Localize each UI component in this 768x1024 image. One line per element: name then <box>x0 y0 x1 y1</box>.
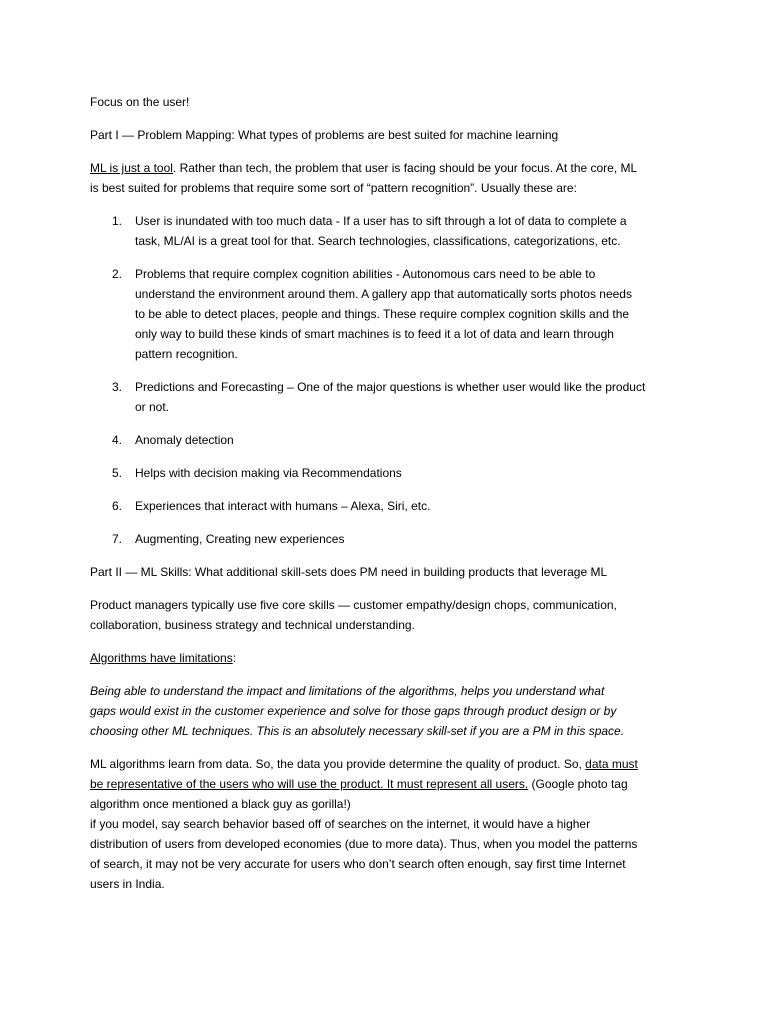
limitations-heading <box>90 648 680 668</box>
list-item <box>90 529 680 549</box>
data-must-underlined: data must <box>585 757 638 771</box>
data-line-1a: ML algorithms learn from data. So, the data you provide determine the quality of product. So, <box>90 757 586 771</box>
list-number: 6. <box>112 499 123 513</box>
data-line-6: of search, it may not be very accurate for users who don’t search often enough, say first time Internet <box>90 857 626 871</box>
part2-title-text: Part II — ML Skills: What additional skill-sets does PM need in building products that leverage ML <box>90 565 608 579</box>
list-line: pattern recognition. <box>135 347 238 361</box>
list-item <box>90 463 680 483</box>
data-line-4: if you model, say search behavior based off of searches on the internet, it would have a higher <box>90 817 591 831</box>
pm-skill-paragraph <box>90 681 680 741</box>
limitations-colon: : <box>232 651 237 665</box>
list-item <box>90 264 680 364</box>
list-line: Helps with decision making via Recommendations <box>135 466 402 480</box>
list-line: to be able to detect places, people and things. These require complex cognition skills and the <box>135 307 630 321</box>
part2-intro-line-2: collaboration, business strategy and technical understanding. <box>90 618 415 632</box>
list-line: or not. <box>135 400 170 414</box>
part2-intro <box>90 595 680 635</box>
list-line: User is inundated with too much data - If a user has to sift through a lot of data to complete a <box>135 214 627 228</box>
part2-intro-line-1: Product managers typically use five core skills — customer empathy/design chops, communication, <box>90 598 617 612</box>
list-item <box>90 496 680 516</box>
data-paragraph <box>90 754 680 894</box>
pm-skill-line-3b: . This is an absolutely necessary skill-set if you are a PM in this space. <box>249 724 625 738</box>
list-line: only way to build these kinds of smart machines is to feed it a lot of data and learn through <box>135 327 614 341</box>
ml-tool-underlined: ML is just a tool <box>90 161 173 175</box>
limitations-heading-line <box>90 648 680 668</box>
limitations-heading-text: Algorithms have limitations <box>90 651 233 665</box>
part1-intro-line-2: is best suited for problems that require some sort of “pattern recognition”. Usually these are: <box>90 181 577 195</box>
pm-skill-line-3 <box>90 721 680 741</box>
doc-heading <box>90 92 680 112</box>
list-line: Experiences that interact with humans – Alexa, Siri, etc. <box>135 499 431 513</box>
data-line-1 <box>90 754 680 774</box>
list-line: Augmenting, Creating new experiences <box>135 532 345 546</box>
list-number: 1. <box>112 214 123 228</box>
pm-skill-line-1: Being able to understand the impact and limitations of the algorithms, helps you understand what <box>90 684 605 698</box>
doc-heading-text: Focus on the user! <box>90 95 190 109</box>
list-item <box>90 430 680 450</box>
list-number: 4. <box>112 433 123 447</box>
data-line-2b: (Google photo tag <box>528 777 628 791</box>
list-number: 3. <box>112 380 123 394</box>
list-line: Predictions and Forecasting – One of the major questions is whether user would like the product <box>135 380 646 394</box>
document-body <box>90 92 680 894</box>
data-line-3: algorithm once mentioned a black guy as gorilla!) <box>90 797 351 811</box>
list-item <box>90 211 680 251</box>
list-number: 5. <box>112 466 123 480</box>
problem-list <box>90 211 680 549</box>
pm-skill-line-2: gaps would exist in the customer experience and solve for those gaps through product design or by <box>90 704 617 718</box>
list-line: understand the environment around them. A gallery app that automatically sorts photos needs <box>135 287 632 301</box>
part1-title-text: Part I — Problem Mapping: What types of problems are best suited for machine learning <box>90 128 559 142</box>
list-line: Problems that require complex cognition abilities - Autonomous cars need to be able to <box>135 267 596 281</box>
part2-title <box>90 562 680 582</box>
part1-intro <box>90 158 680 198</box>
list-item <box>90 377 680 417</box>
list-line: Anomaly detection <box>135 433 234 447</box>
list-number: 7. <box>112 532 123 546</box>
part1-intro-line-1 <box>90 158 680 178</box>
list-number: 2. <box>112 267 123 281</box>
pm-skill-line-3a: choosing other ML techniques <box>90 724 250 738</box>
data-line-7: users in India. <box>90 877 165 891</box>
list-line: task, ML/AI is a great tool for that. Search technologies, classifications, categorizations, etc. <box>135 234 621 248</box>
data-line-5: distribution of users from developed economies (due to more data). Thus, when you model the patterns <box>90 837 638 851</box>
part1-intro-rest: . Rather than tech, the problem that user is facing should be your focus. At the core, ML <box>172 161 638 175</box>
representative-underlined: be representative of the users who will use the product. It must represent all users. <box>90 777 529 791</box>
part1-title <box>90 125 680 145</box>
data-line-2 <box>90 774 680 794</box>
